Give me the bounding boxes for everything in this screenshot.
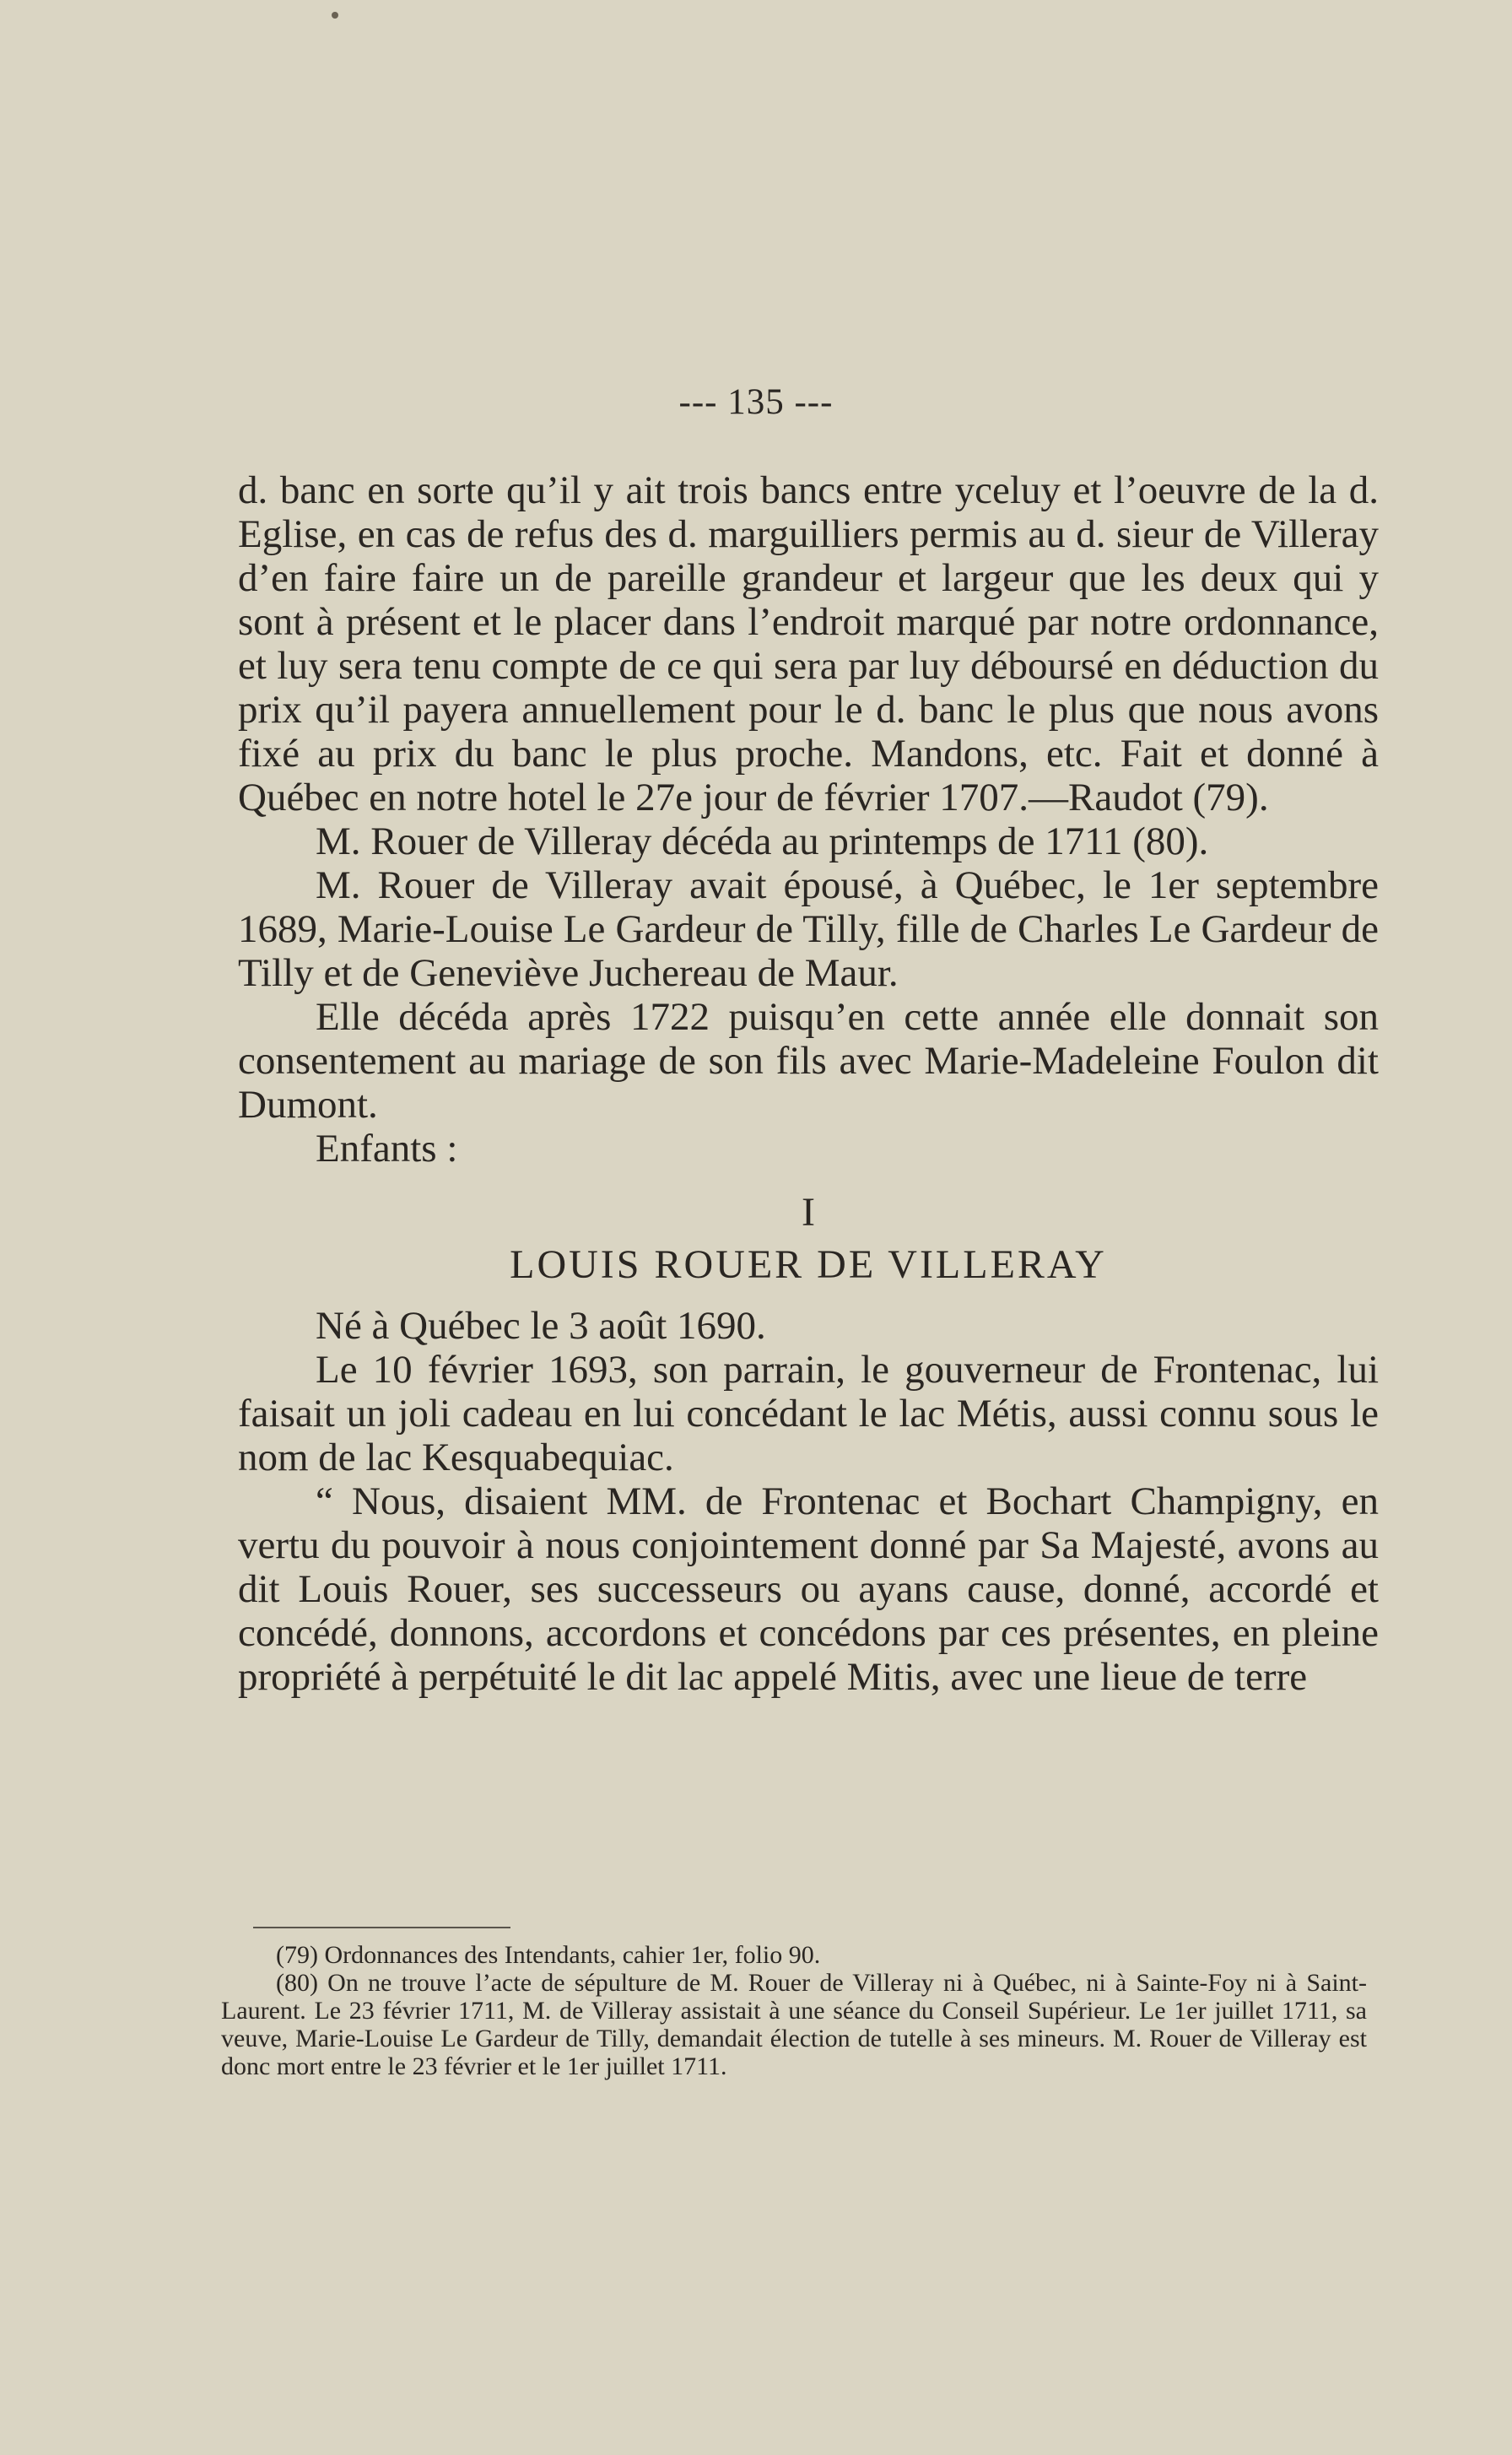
- paragraph-children-label: Enfants :: [316, 1127, 458, 1171]
- paragraph-birth: Né à Québec le 3 août 1690.: [316, 1304, 766, 1348]
- main-text: [238, 468, 1379, 1699]
- footnote-divider: [253, 1927, 510, 1928]
- footnote-80: (80) On ne trouve l’acte de sépulture de M. Rouer de Villeray ni à Québec, ni à Sainte-Foy ni à Saint-Laurent. Le 23 février 1711, M. de Villeray assistait à une séance du Conseil Supérieur. Le 1er juillet 1711, sa veuve, Marie-Louise Le Gardeur de Tilly, demandait élection de tutelle à ses mineurs. M. Rouer de Villeray est donc mort entre le 23 février et le 1er juillet 1711.: [221, 1969, 1367, 2080]
- footnote-79: (79) Ordonnances des Intendants, cahier 1er, folio 90.: [276, 1941, 821, 1969]
- paragraph-banc-ordinance: d. banc en sorte qu’il y ait trois bancs entre yceluy et l’oeuvre de la d. Eglise, en cas de refus des d. marguilliers permis au d. sieur de Villeray d’en faire faire un de pareille grandeur et largeur que les deux qui y sont à présent et le placer dans l’endroit marqué par notre ordonnance, et luy sera tenu compte de ce qui sera par luy déboursé en déduction du prix qu’il payera annuellement pour le d. banc le plus que nous avons fixé au prix du banc le plus proche. Mandons, etc. Fait et donné à Québec en notre hotel le 27e jour de février 1707.—Raudot (79).: [238, 468, 1379, 819]
- section-numeral: I: [802, 1190, 815, 1235]
- paragraph-death: M. Rouer de Villeray décéda au printemps de 1711 (80).: [316, 819, 1209, 863]
- paragraph-lac-metis: Le 10 février 1693, son parrain, le gouverneur de Frontenac, lui faisait un joli cadeau en lui concédant le lac Métis, aussi connu sous le nom de lac Kesquabequiac.: [238, 1348, 1379, 1479]
- paragraph-marriage: M. Rouer de Villeray avait épousé, à Québec, le 1er septembre 1689, Marie-Louise Le Gardeur de Tilly, fille de Charles Le Gardeur de Tilly et de Geneviève Juchereau de Maur.: [238, 863, 1379, 995]
- ink-dot-mark: [332, 12, 338, 19]
- page-number: --- 135 ---: [678, 382, 834, 422]
- section-title: LOUIS ROUER DE VILLERAY: [510, 1242, 1107, 1287]
- footnotes: [221, 1941, 1367, 2080]
- paragraph-wife-death: Elle décéda après 1722 puisqu’en cette année elle donnait son consentement au mariage de son fils avec Marie-Madeleine Foulon dit Dumont.: [238, 995, 1379, 1127]
- paragraph-concession-quote: “ Nous, disaient MM. de Frontenac et Bochart Champigny, en vertu du pouvoir à nous conjointement donné par Sa Majesté, avons au dit Louis Rouer, ses successeurs ou ayans cause, donné, accordé et concédé, donnons, accordons et concédons par ces présentes, en pleine propriété à perpétuité le dit lac appelé Mitis, avec une lieue de terre: [238, 1479, 1379, 1699]
